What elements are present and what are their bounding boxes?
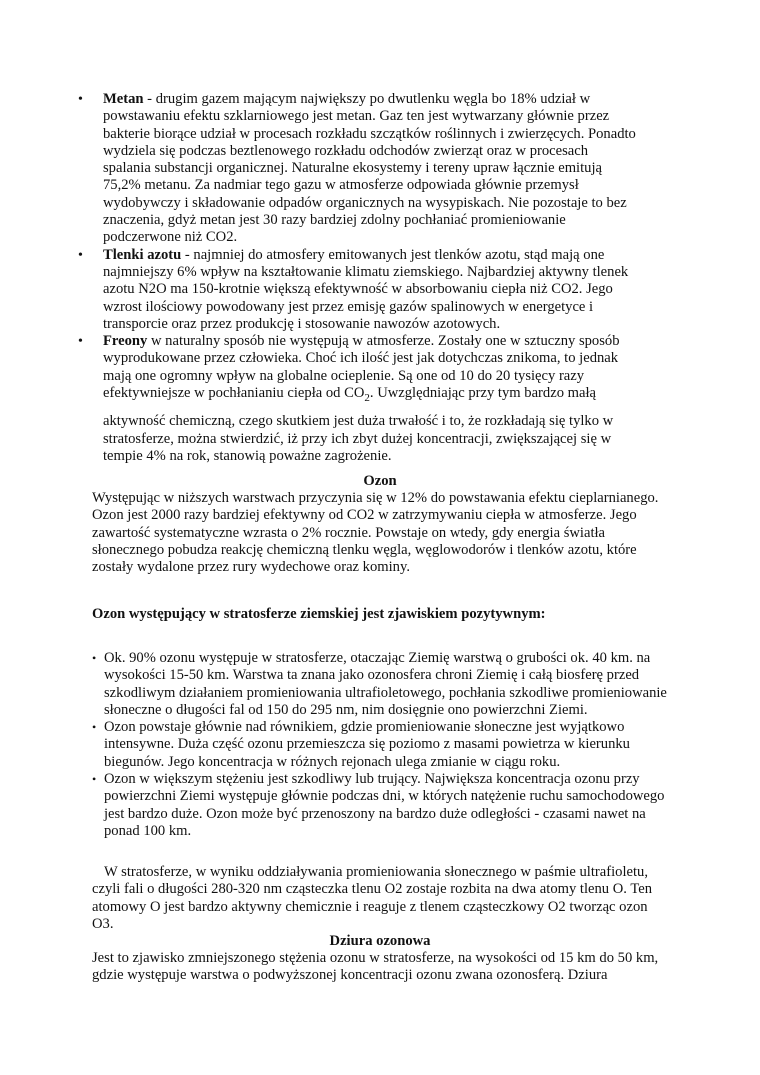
term-tlenki-azotu: Tlenki azotu bbox=[103, 246, 182, 263]
bullet-icon: • bbox=[92, 720, 97, 735]
bullet-icon: • bbox=[78, 247, 83, 263]
text-freony-tail: aktywność chemiczną, czego skutkiem jest duża trwałość i to, że rozkładają się tylko w stratosferze, można stwierdzić, iż przy ich zbyt dużej koncentracji, zwiększającej się w tempie 4% na rok, stanowią poważne zagrożenie. bbox=[103, 413, 614, 464]
list-item-text: Ozon powstaje głównie nad równikiem, gdzie promieniowanie słoneczne jest wyjątkowo intensywne. Duża część ozonu przemieszcza się poziomo z masami powietrza w kierunku biegunów. Jego koncentracja w różnych rejonach ulega zmianie w ciągu roku. bbox=[104, 719, 630, 770]
list-item bbox=[92, 650, 672, 719]
bullet-icon: • bbox=[92, 651, 97, 665]
list-item-text: Ok. 90% ozonu występuje w stratosferze, otaczając Ziemię warstwą o grubości ok. 40 km. na wysokości 15-50 km. Warstwa ta znana jako ozonosfera chroni Ziemię i całą biosferę przed szkodliwym działaniem promieniowania ultrafioletowego, pochłania szkodliwe promieniowanie słoneczne o długości fal od 150 do 295 nm, nim dosięgnie ono powierzchni Ziemi. bbox=[104, 650, 667, 718]
list-item-metan bbox=[78, 91, 638, 247]
text-freony-2: . Uwzględniając przy tym bardzo małą bbox=[369, 385, 597, 402]
paragraph-ozon: Występując w niższych warstwach przyczynia się w 12% do powstawania efektu cieplarnianego. Ozon jest 2000 razy bardziej efektywny od CO2 w zatrzymywaniu ciepła w atmosferze. Jego zawartość systematyczne wzrasta o 2% rocznie. Powstaje on wtedy, gdy energia światła słonecznego pobudza reakcję chemiczną tlenku węgla, węglowodorów i tlenków azotu, które zostały wydalone przez rury wydechowe oraz kominy. bbox=[92, 490, 659, 576]
text-metan: - drugim gazem mającym największy po dwutlenku węgla bo 18% udział w powstawaniu efektu szklarniowego jest metan. Gaz ten jest wytwarzany głównie przez bakterie biorące udział w procesach rozkładu szczątków roślinnych i zwierzęcych. Ponadto wydziela się podczas beztlenowego rozkładu odchodów zwierząt oraz w procesach spalania substancji organicznej. Naturalne ekosystemy i tereny upraw łącznie emitują 75,2% metanu. Za nadmiar tego gazu w atmosferze odpowiada głównie przemysł wydobywczy i składowanie odpadów organicznych na wysypiskach. Nie pozostaje to bez znaczenia, gdyż metan jest 30 razy bardziej zdolny pochłaniać promieniowanie podczerwone niż CO2. bbox=[103, 91, 636, 246]
heading-ozon: Ozon bbox=[363, 473, 397, 489]
subscript-2: 2 bbox=[364, 392, 370, 405]
list-item bbox=[92, 771, 672, 840]
greenhouse-gas-list bbox=[78, 91, 638, 465]
list-item bbox=[92, 719, 672, 771]
text-tlenki-azotu: - najmniej do atmosfery emitowanych jest tlenków azotu, stąd mają one najmniejszy 6% wpływ na kształtowanie klimatu ziemskiego. Najbardziej aktywny tlenek azotu N2O ma 150-krotnie większą efektywność w absorbowaniu ciepła niż CO2. Jego wzrost ilościowy powodowany jest przez emisję gazów spalinowych w energetyce i transporcie oraz przez produkcję i stosowanie nawozów azotowych. bbox=[103, 246, 629, 332]
list-item-tlenki-azotu bbox=[78, 247, 638, 333]
heading-stratosphere: Ozon występujący w stratosferze ziemskiej jest zjawiskiem pozytywnym: bbox=[92, 606, 546, 622]
bullet-icon: • bbox=[78, 334, 83, 350]
list-item-freony bbox=[78, 333, 638, 465]
stratosphere-list bbox=[92, 650, 672, 840]
list-item-text: Ozon w większym stężeniu jest szkodliwy lub trujący. Największa koncentracja ozonu przy powierzchni Ziemi występuje głównie podczas dni, w których natężenie ruchu samochodowego jest bardzo duże. Ozon może być przenoszony na bardzo duże odległości - czasami nawet na ponad 100 km. bbox=[104, 771, 665, 839]
term-freony: Freony bbox=[103, 333, 148, 350]
paragraph-stratosphere: W stratosferze, w wyniku oddziaływania promieniowania słonecznego w paśmie ultrafioletu, czyli fali o długości 280-320 nm cząsteczka tlenu O2 zostaje rozbita na dwa atomy tlenu O. Ten atomowy O jest bardzo aktywny chemicznie i reaguje z tlenem cząsteczkowy O2 tworząc ozon O3. bbox=[92, 864, 652, 932]
text-freony: w naturalny sposób nie występują w atmosferze. Zostały one w sztuczny sposób wyprodukowane przez człowieka. Choć ich ilość jest jak dotychczas znikoma, to jednak mają one ogromny wpływ na globalne ocieplenie. Są one od 10 do 20 tysięcy razy efektywniejsze w pochłanianiu ciepła od CO bbox=[103, 333, 620, 402]
bullet-icon: • bbox=[78, 92, 83, 107]
heading-dziura-ozonowa: Dziura ozonowa bbox=[329, 933, 431, 949]
term-metan: Metan bbox=[103, 91, 144, 107]
paragraph-dziura-ozonowa: Jest to zjawisko zmniejszonego stężenia ozonu w stratosferze, na wysokości od 15 km do 50 km, gdzie występuje warstwa o podwyższonej koncentracji ozonu zwana ozonosferą. Dziura bbox=[92, 950, 659, 984]
bullet-icon: • bbox=[92, 772, 97, 787]
